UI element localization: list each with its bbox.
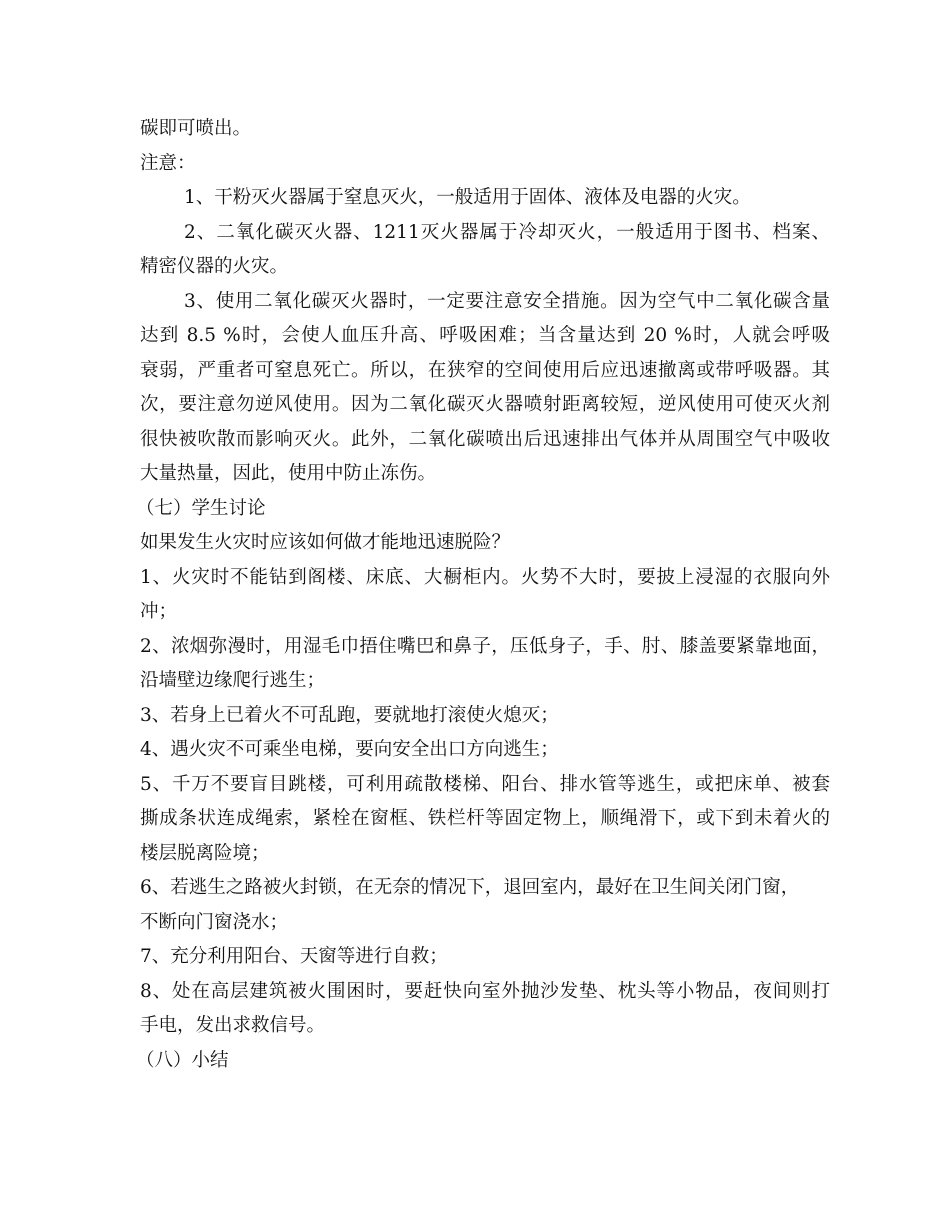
section-heading-discussion: （七）学生讨论 [136, 497, 266, 519]
escape-item-6-cont: 不断向门窗浇水； [140, 911, 289, 933]
escape-item-5: 5、千万不要盲目跳楼，可利用疏散楼梯、阳台、排水管等逃生，或把床单、被套 [140, 773, 830, 795]
escape-item-8-cont: 手电，发出求救信号。 [140, 1015, 326, 1036]
escape-item-1: 1、火灾时不能钻到阁楼、床底、大橱柜内。火势不大时，要披上浸湿的衣服向外 [140, 566, 830, 588]
note-heading: 注意： [140, 152, 196, 174]
note-item-3-cont: 达到 8.5 %时，会使人血压升高、呼吸困难；当含量达到 20 %时，人就会呼吸 [140, 325, 830, 346]
note-item-2-cont: 精密仪器的火灾。 [140, 256, 289, 277]
note-item-1: 1、干粉灭火器属于窒息灭火，一般适用于固体、液体及电器的火灾。 [184, 187, 751, 208]
escape-item-5-cont: 撕成条状连成绳索，紧栓在窗框、铁栏杆等固定物上，顺绳滑下，或下到未着火的 [140, 808, 830, 829]
discussion-question: 如果发生火灾时应该如何做才能地迅速脱险？ [140, 532, 511, 553]
note-item-3-cont: 大量热量，因此，使用中防止冻伤。 [140, 463, 437, 484]
escape-item-2-cont: 沿墙壁边缘爬行逃生； [140, 670, 326, 691]
escape-item-4: 4、遇火灾不可乘坐电梯，要向安全出口方向逃生； [140, 739, 559, 760]
escape-item-2: 2、浓烟弥漫时，用湿毛巾捂住嘴巴和鼻子，压低身子，手、肘、膝盖要紧靠地面， [140, 635, 830, 657]
escape-item-1-cont: 冲； [140, 601, 178, 622]
note-item-3: 3、使用二氧化碳灭火器时，一定要注意安全措施。因为空气中二氧化碳含量 [184, 290, 830, 312]
paragraph-line: 碳即可喷出。 [140, 118, 252, 139]
section-heading-summary: （八）小结 [136, 1049, 229, 1071]
escape-item-5-cont: 楼层脱离险境； [140, 842, 270, 864]
note-item-2: 2、二氧化碳灭火器、1211灭火器属于冷却灭火，一般适用于图书、档案、 [184, 221, 830, 243]
escape-item-6: 6、若逃生之路被火封锁，在无奈的情况下，退回室内，最好在卫生间关闭门窗， [140, 877, 800, 898]
escape-item-8: 8、处在高层建筑被火围困时，要赶快向室外抛沙发垫、枕头等小物品，夜间则打 [140, 980, 830, 1002]
note-item-3-cont: 次，要注意勿逆风使用。因为二氧化碳灭火器喷射距离较短，逆风使用可使灭火剂 [140, 394, 830, 415]
document-page [136, 112, 830, 1078]
note-item-3-cont: 衰弱，严重者可窒息死亡。所以，在狭窄的空间使用后应迅速撤离或带呼吸器。其 [140, 359, 830, 381]
note-item-3-cont: 很快被吹散而影响灭火。此外，二氧化碳喷出后迅速排出气体并从周围空气中吸收 [140, 428, 830, 450]
escape-item-7: 7、充分利用阳台、天窗等进行自救； [140, 946, 448, 967]
escape-item-3: 3、若身上已着火不可乱跑，要就地打滚使火熄灭； [140, 704, 559, 726]
